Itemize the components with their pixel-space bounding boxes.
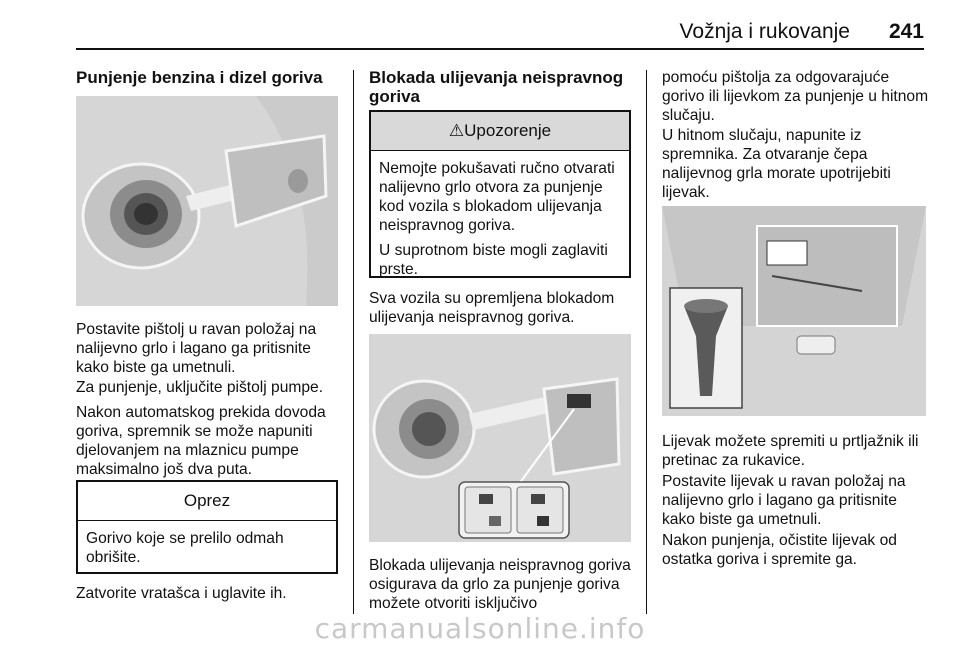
caution-text: Gorivo koje se prelilo odmah obrišite. bbox=[86, 530, 284, 566]
section-title: Vožnja i rukovanje bbox=[679, 20, 850, 43]
warning-header bbox=[371, 112, 629, 151]
page-number: 241 bbox=[888, 20, 924, 43]
caution-box bbox=[76, 480, 338, 574]
misfuel-inhibitor-illustration bbox=[369, 334, 631, 542]
column-divider bbox=[646, 70, 647, 614]
paragraph: Zatvorite vratašca i uglavite ih. bbox=[76, 585, 287, 602]
warning-text: U suprotnom biste mogli zaglaviti prste. bbox=[379, 242, 608, 278]
funnel-storage-illustration bbox=[662, 206, 926, 416]
paragraph: Blokada ulijevanja neispravnog goriva osigurava da grlo za punjenje goriva možete otvoriti isključivo bbox=[369, 557, 631, 612]
warning-box bbox=[369, 110, 631, 278]
paragraph: Nakon punjenja, očistite lijevak od ostatka goriva i spremite ga. bbox=[662, 532, 897, 568]
paragraph: Nakon automatskog prekida dovoda goriva, spremnik se može napuniti djelovanjem na mlaznicu pumpe maksimalno još dva puta. bbox=[76, 404, 326, 478]
paragraph: Sva vozila su opremljena blokadom ulijevanja neispravnog goriva. bbox=[369, 290, 615, 326]
column-divider bbox=[353, 70, 354, 614]
paragraph: Za punjenje, uključite pištolj pumpe. bbox=[76, 379, 324, 396]
paragraph: Lijevak možete spremiti u prtljažnik ili pretinac za rukavice. bbox=[662, 433, 919, 469]
watermark: carmanualsonline.info bbox=[314, 612, 646, 645]
section-heading: Punjenje benzina i dizel goriva bbox=[76, 68, 323, 87]
warning-title: Upozorenje bbox=[464, 121, 552, 140]
paragraph: Postavite pištolj u ravan položaj na nalijevno grlo i lagano ga pritisnite kako biste ga umetnuli. bbox=[76, 321, 317, 376]
fuel-flap-illustration bbox=[76, 96, 338, 306]
header-divider bbox=[76, 48, 924, 50]
paragraph: U hitnom slučaju, napunite iz spremnika. Za otvaranje čepa nalijevnog grla morate upotrijebiti lijevak. bbox=[662, 127, 891, 201]
caution-title: Oprez bbox=[78, 482, 336, 521]
warning-triangle-icon: ⚠ bbox=[448, 121, 465, 140]
paragraph: pomoću pištolja za odgovarajuće gorivo ili lijevkom za punjenje u hitnom slučaju. bbox=[662, 69, 929, 124]
section-heading: Blokada ulijevanja neispravnog goriva bbox=[369, 68, 624, 106]
paragraph: Postavite lijevak u ravan položaj na nalijevno grlo i lagano ga pritisnite kako biste ga umetnuli. bbox=[662, 473, 906, 528]
warning-text: Nemojte pokušavati ručno otvarati nalijevno grlo otvora za punjenje kod vozila s blokadom ulijevanja neispravnog goriva. bbox=[379, 160, 615, 234]
